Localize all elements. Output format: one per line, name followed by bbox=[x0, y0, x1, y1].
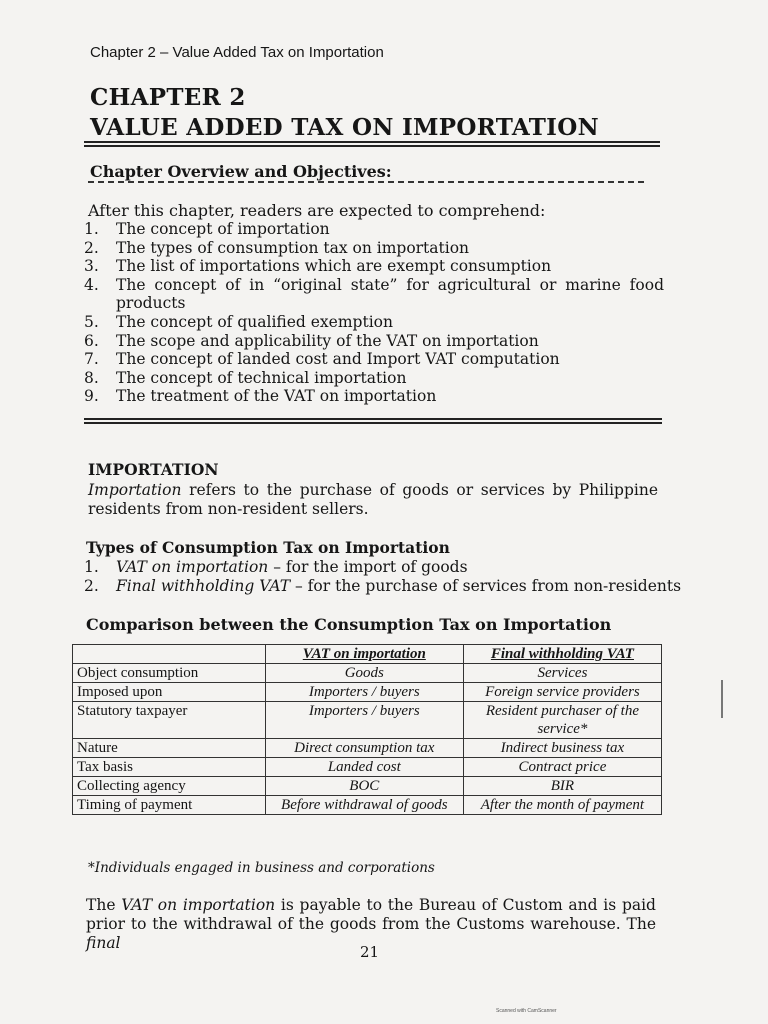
table-cell: BIR bbox=[463, 777, 661, 796]
table-cell: Landed cost bbox=[265, 758, 463, 777]
table-row bbox=[73, 758, 662, 777]
objective-item bbox=[84, 220, 664, 239]
objective-text: The concept of in “original state” for agricultural or marine food products bbox=[116, 275, 664, 313]
objective-text: The concept of importation bbox=[116, 220, 330, 238]
objective-item bbox=[84, 369, 664, 388]
objective-item bbox=[84, 332, 664, 351]
row-label: Nature bbox=[73, 739, 266, 758]
table-cell: Resident purchaser of the service* bbox=[463, 702, 661, 739]
row-label: Tax basis bbox=[73, 758, 266, 777]
type-description: – for the purchase of services from non-residents bbox=[290, 577, 682, 595]
objectives-list bbox=[84, 220, 664, 406]
dashed-divider bbox=[88, 181, 644, 183]
table-row bbox=[73, 664, 662, 683]
table-header-row bbox=[73, 645, 662, 664]
closing-term-2: final bbox=[86, 934, 121, 952]
objective-text: The concept of qualified exemption bbox=[116, 312, 393, 331]
types-list bbox=[84, 558, 681, 596]
row-label: Imposed upon bbox=[73, 683, 266, 702]
title-rule-top bbox=[84, 141, 660, 143]
objective-number: 9. bbox=[84, 387, 99, 406]
table-body bbox=[73, 664, 662, 815]
scanner-watermark: Scanned with CamScanner bbox=[496, 1008, 557, 1014]
row-label: Object consumption bbox=[73, 664, 266, 683]
closing-text-1: The bbox=[86, 896, 122, 914]
running-header: Chapter 2 – Value Added Tax on Importation bbox=[90, 44, 384, 61]
closing-term-1: VAT on importation bbox=[121, 896, 276, 914]
objective-text: The treatment of the VAT on importation bbox=[116, 387, 437, 406]
overview-intro: After this chapter, readers are expected to comprehend: bbox=[88, 201, 546, 220]
title-rule-bottom bbox=[84, 145, 660, 147]
type-term: VAT on importation bbox=[116, 558, 269, 576]
objective-item bbox=[84, 350, 664, 369]
objective-number: 3. bbox=[84, 257, 99, 276]
objective-text: The concept of technical importation bbox=[116, 368, 407, 387]
table-cell: BOC bbox=[265, 777, 463, 796]
closing-text-2: is payable to the Bureau of Custom and is paid prior to the withdrawal of the goods from the Customs warehouse. The bbox=[86, 896, 656, 933]
table-cell: Services bbox=[463, 664, 661, 683]
objective-item bbox=[84, 276, 664, 313]
objective-number: 7. bbox=[84, 350, 99, 369]
type-item bbox=[84, 558, 681, 577]
objective-number: 6. bbox=[84, 331, 99, 350]
objective-text: The scope and applicability of the VAT on importation bbox=[116, 331, 539, 350]
type-text bbox=[116, 558, 468, 577]
objective-number: 4. bbox=[84, 275, 99, 294]
objective-text: The concept of landed cost and Import VAT computation bbox=[116, 350, 560, 369]
chapter-title: VALUE ADDED TAX ON IMPORTATION bbox=[90, 114, 599, 141]
column-header bbox=[73, 645, 266, 664]
objective-item bbox=[84, 387, 664, 406]
column-header: VAT on importation bbox=[265, 645, 463, 664]
importation-term: Importation bbox=[88, 481, 182, 499]
objectives-rule-bottom bbox=[84, 422, 662, 424]
objective-number: 8. bbox=[84, 368, 99, 387]
table-cell: Importers / buyers bbox=[265, 683, 463, 702]
comparison-heading: Comparison between the Consumption Tax on Importation bbox=[86, 615, 612, 634]
comparison-table bbox=[72, 644, 662, 815]
objective-item bbox=[84, 313, 664, 332]
importation-heading: IMPORTATION bbox=[88, 460, 219, 479]
row-label: Statutory taxpayer bbox=[73, 702, 266, 739]
types-heading: Types of Consumption Tax on Importation bbox=[86, 538, 450, 557]
importation-definition bbox=[88, 481, 658, 519]
table-cell: After the month of payment bbox=[463, 796, 661, 815]
table-cell: Foreign service providers bbox=[463, 683, 661, 702]
table-footnote: *Individuals engaged in business and corporations bbox=[88, 860, 435, 876]
page-number: 21 bbox=[360, 943, 380, 961]
column-header: Final withholding VAT bbox=[463, 645, 661, 664]
type-description: – for the import of goods bbox=[268, 558, 468, 576]
importation-definition-text: refers to the purchase of goods or services by Philippine residents from non-resident sellers. bbox=[88, 481, 658, 518]
objective-number: 2. bbox=[84, 238, 99, 257]
page-edge-mark bbox=[721, 680, 723, 718]
row-label: Timing of payment bbox=[73, 796, 266, 815]
type-item bbox=[84, 577, 681, 596]
objective-item bbox=[84, 239, 664, 258]
type-number: 1. bbox=[84, 558, 99, 576]
objectives-rule-top bbox=[84, 418, 662, 420]
table-row bbox=[73, 683, 662, 702]
objective-number: 5. bbox=[84, 312, 99, 331]
type-term: Final withholding VAT bbox=[116, 577, 291, 595]
table-row bbox=[73, 739, 662, 758]
row-label: Collecting agency bbox=[73, 777, 266, 796]
table-row bbox=[73, 777, 662, 796]
table-cell: Importers / buyers bbox=[265, 702, 463, 739]
objective-item bbox=[84, 257, 664, 276]
table-row bbox=[73, 796, 662, 815]
objective-number: 1. bbox=[84, 220, 99, 238]
type-text bbox=[116, 577, 681, 596]
table-row bbox=[73, 702, 662, 739]
objective-text: The list of importations which are exempt consumption bbox=[116, 257, 552, 276]
table-cell: Goods bbox=[265, 664, 463, 683]
table-cell: Contract price bbox=[463, 758, 661, 777]
chapter-number: CHAPTER 2 bbox=[90, 84, 246, 111]
table-cell: Before withdrawal of goods bbox=[265, 796, 463, 815]
type-number: 2. bbox=[84, 577, 99, 595]
table-cell: Direct consumption tax bbox=[265, 739, 463, 758]
objective-text: The types of consumption tax on importation bbox=[116, 238, 470, 257]
overview-heading: Chapter Overview and Objectives: bbox=[90, 162, 392, 181]
table-cell: Indirect business tax bbox=[463, 739, 661, 758]
